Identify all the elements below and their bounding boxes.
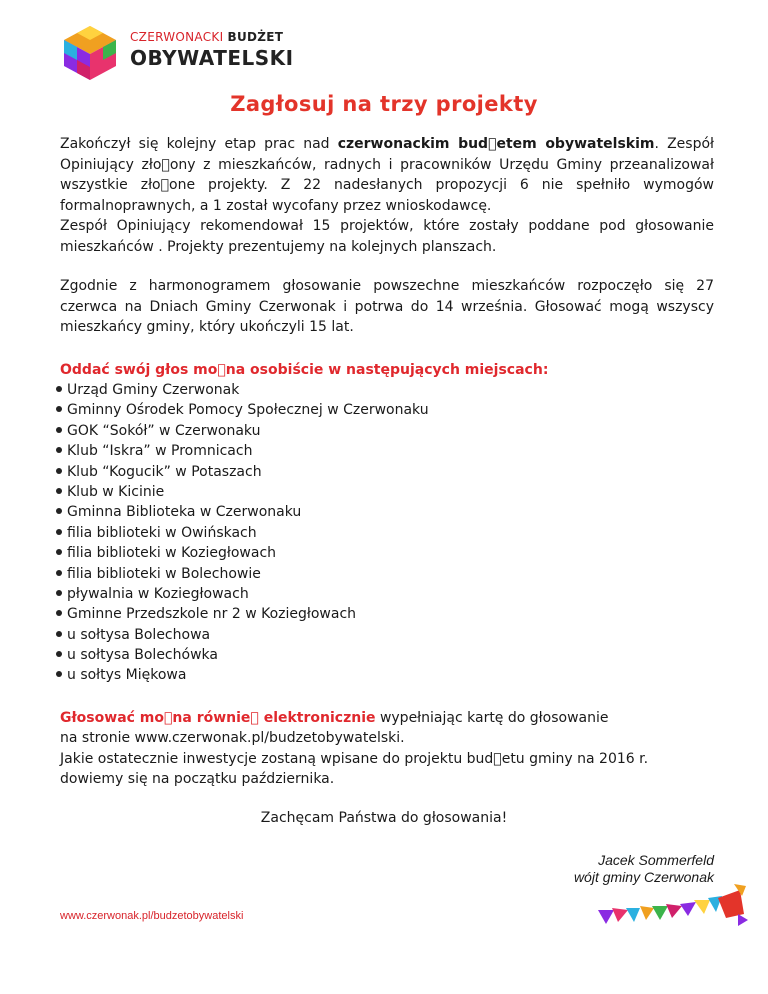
decorative-triangles-icon (598, 884, 750, 934)
bullet-icon (56, 508, 62, 514)
bullet-icon (56, 631, 62, 637)
bullet-icon (56, 468, 62, 474)
bullet-icon (56, 488, 62, 494)
list-item: Gminna Biblioteka w Czerwonaku (56, 502, 429, 522)
page-title: Zagłosuj na trzy projekty (230, 92, 538, 116)
signature-role: wójt gminy Czerwonak (573, 869, 714, 885)
bullet-icon (56, 406, 62, 412)
bullet-icon (56, 549, 62, 555)
schedule-paragraph: Zgodnie z harmonogramem głosowanie powszechne mieszkańców rozpoczęło się 27 czerwca na Dniach Gminy Czerwonak i potrwa do 14 września. Głosować mogą wszyscy mieszkańcy gminy, który ukończyli 15 lat. (60, 278, 714, 336)
signature-name: Jacek Sommerfeld (598, 852, 714, 868)
list-item: Klub w Kicinie (56, 482, 429, 502)
bullet-icon (56, 529, 62, 535)
list-item: u sołtysa Bolechowa (56, 625, 429, 645)
bullet-icon (56, 610, 62, 616)
bullet-icon (56, 386, 62, 392)
list-item: u sołtys Miękowa (56, 665, 429, 685)
bullet-icon (56, 590, 62, 596)
places-heading: Oddać swój głos mo na osobiście w następujących miejscach: (60, 362, 549, 378)
list-item: Urząd Gminy Czerwonak (56, 380, 429, 400)
list-item: pływalnia w Koziegłowach (56, 584, 429, 604)
list-item: Gminne Przedszkole nr 2 w Koziegłowach (56, 604, 429, 624)
intro-second-line: Zespół Opiniujący rekomendował 15 projektów, które zostały poddane pod głosowanie mieszkańców . Projekty prezentujemy na kolejnych planszach. (60, 218, 714, 255)
intro-paragraph: Zakończył się kolejny etap prac nad czerwonackim bud etem obywatelskim. Zespół Opiniujący zło ony z mieszkańców, radnych i pracowników Urzędu Gminy przeanalizował wszystkie zło one projekty. Z 22 nadesłanych propozycji 6 nie spełniło wymogów formalnoprawnych, a 1 został wycofany przez wnioskodawcę. Zespół Opiniujący rekomendował 15 projektów, które zostały poddane pod głosowanie mieszkańców . Projekty prezentujemy na kolejnych planszach. (60, 136, 714, 255)
logo-text-bottom: OBYWATELSKI (130, 46, 294, 70)
electronic-voting-paragraph: Głosować mo na równie  elektronicznie wypełniając kartę do głosowanie na stronie www.czerwonak.pl/budzetobywatelski. Jakie ostatecznie inwestycje zostaną wpisane do projektu bud etu gminy na 2016 r. dowiemy się na początku października. (60, 710, 649, 788)
bullet-icon (56, 651, 62, 657)
list-item: u sołtysa Bolechówka (56, 645, 429, 665)
list-item: filia biblioteki w Owińskach (56, 523, 429, 543)
signature (574, 852, 714, 886)
appeal-text: Zachęcam Państwa do głosowania! (260, 810, 508, 826)
logo-cube-icon (58, 24, 122, 82)
list-item: filia biblioteki w Bolechowie (56, 564, 429, 584)
logo (58, 24, 294, 82)
list-item: Gminny Ośrodek Pomocy Społecznej w Czerwonaku (56, 400, 429, 420)
places-list (56, 380, 429, 686)
list-item: filia biblioteki w Koziegłowach (56, 543, 429, 563)
list-item: Klub “Iskra” w Promnicach (56, 441, 429, 461)
logo-text-top: CZERWONACKI BUDŻET (130, 30, 284, 44)
bullet-icon (56, 570, 62, 576)
bullet-icon (56, 427, 62, 433)
bullet-icon (56, 447, 62, 453)
bullet-icon (56, 671, 62, 677)
footer-url[interactable]: www.czerwonak.pl/budzetobywatelski (60, 910, 244, 922)
list-item: Klub “Kogucik” w Potaszach (56, 462, 429, 482)
list-item: GOK “Sokół” w Czerwonaku (56, 421, 429, 441)
